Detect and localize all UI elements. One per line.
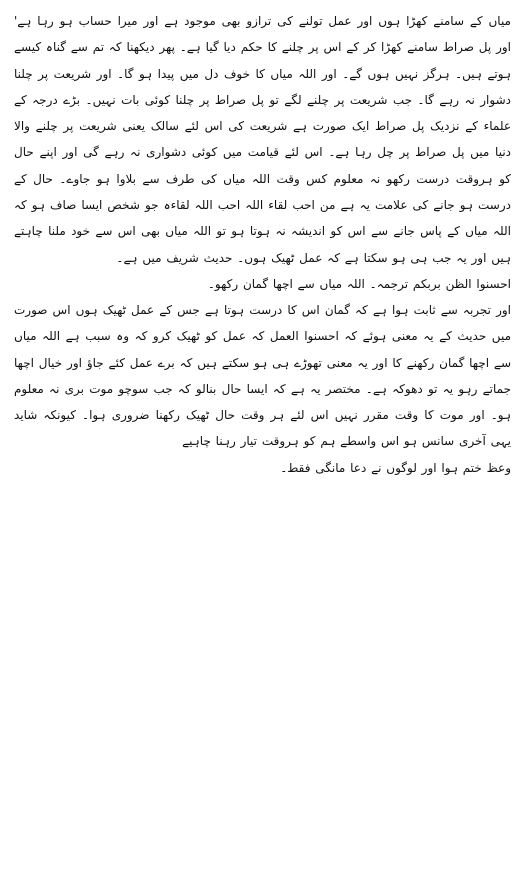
paragraph-3: وعظ ختم ہوا اور لوگوں نے دعا مانگی فقط۔: [280, 460, 511, 475]
hadith-quote: احسنوا الظن بربکم ترجمہ۔ اللہ میاں سے اچھا گمان رکھو۔: [207, 276, 511, 291]
body-text: [14, 8, 511, 481]
paragraph-2: اور تجربہ سے ثابت ہوا ہے کہ گمان اس کا درست ہوتا ہے جس کے عمل ٹھیک ہوں اس صورت میں حدیث کے یہ معنی ہوئے کہ احسنوا العمل کہ عمل کو ٹھیک کرو کہ وہ سبب ہے اللہ میاں سے اچھا گمان رکھنے کا اور یہ معنی تھوڑے ہی ہو سکتے ہیں کہ برے عمل کئے جاؤ اور خیال اچھا جماتے رہو یہ تو دھوکہ ہے۔ مختصر یہ ہے کہ ایسا حال بنالو کہ جب سوچو موت بری نہ معلوم ہو۔ اور موت کا وقت مقرر نہیں اس لئے ہر وقت حال ٹھیک رکھنا ضروری ہوا۔ کیونکہ شاید یہی آخری سانس ہو اس واسطے ہم کو ہروقت تیار رہنا چاہیے: [14, 302, 511, 449]
paragraph-1: میاں کے سامنے کھڑا ہوں اور عمل تولنے کی ترازو بھی موجود ہے اور میرا حساب ہو رہا ہے' اور پل صراط سامنے کھڑا کر کے اس پر چلنے کا حکم دیا گیا ہے۔ پھر دیکھنا کہ تم سے گناہ کیسے ہوتے ہیں۔ ہرگز نہیں ہوں گے۔ اور اللہ میاں کا خوف دل میں پیدا ہو گا۔ اور شریعت پر چلنا دشوار نہ رہے گا۔ جب شریعت پر چلنے لگے تو پل صراط پر چلنا کوئی بات نہیں۔ بڑے درجہ کے علماء کے نزدیک پل صراط ایک صورت ہے شریعت کی اس لئے سالک یعنی شریعت پر چلنے والا دنیا میں پل صراط پر چل رہا ہے۔ اس لئے قیامت میں کوئی دشواری نہ رہے گی اور اپنے حال کو ہروقت درست رکھو نہ معلوم کس وقت اللہ میاں کی طرف سے بلاوا ہو جاوے۔ حال کے درست ہو جانے کی علامت یہ ہے من احب لقاء اللہ احب اللہ لقاءہ جو شخص ایسا صاف ہو کہ اللہ میاں کے پاس جانے سے اس کو اندیشہ نہ ہوتا ہو تو اللہ میاں بھی اس سے خود ملنا چاہتے ہیں اور یہ جب ہی ہو سکتا ہے کہ عمل ٹھیک ہوں۔ حدیث شریف میں ہے۔: [14, 14, 511, 265]
